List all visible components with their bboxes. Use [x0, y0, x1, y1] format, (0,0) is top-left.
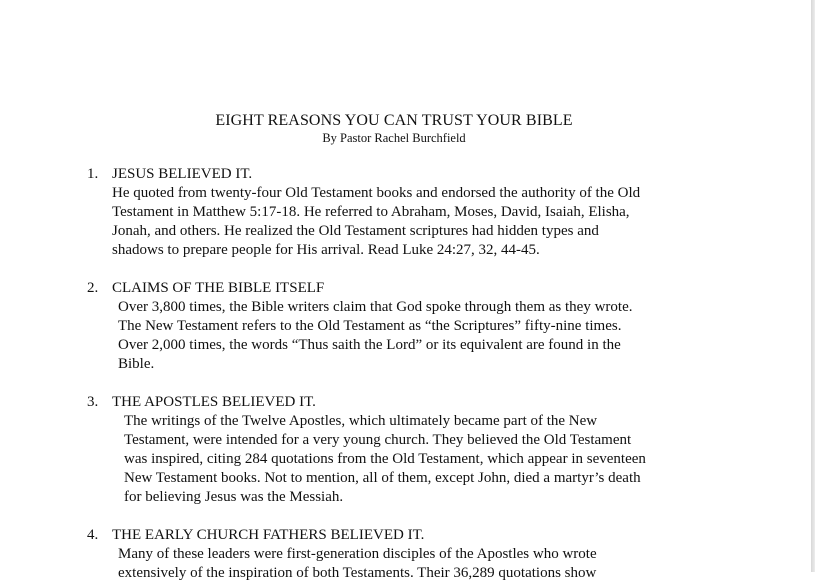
- document-byline: By Pastor Rachel Burchfield: [322, 131, 466, 145]
- body-line: The New Testament refers to the Old Testament as “the Scriptures” fifty-nine times.: [118, 318, 622, 334]
- body-line: Over 3,800 times, the Bible writers claim that God spoke through them as they wrote.: [118, 299, 633, 315]
- section-body: [124, 412, 646, 507]
- body-line: shadows to prepare people for His arrival. Read Luke 24:27, 32, 44-45.: [112, 242, 540, 258]
- body-line: Bible.: [118, 356, 155, 372]
- section-body: [112, 184, 640, 260]
- body-line: The writings of the Twelve Apostles, which ultimately became part of the New: [124, 413, 598, 429]
- body-line: Jonah, and others. He realized the Old Testament scriptures had hidden types and: [112, 223, 599, 239]
- body-line: New Testament books. Not to mention, all of them, except John, died a martyr’s death: [124, 470, 641, 486]
- section-heading: THE EARLY CHURCH FATHERS BELIEVED IT.: [112, 527, 425, 543]
- section-number: 2.: [87, 280, 99, 296]
- body-line: Testament in Matthew 5:17-18. He referred to Abraham, Moses, David, Isaiah, Elisha,: [112, 204, 630, 220]
- page-edge: [811, 0, 815, 572]
- section-number: 1.: [87, 166, 99, 182]
- body-line: Over 2,000 times, the words “Thus saith the Lord” or its equivalent are found in the: [118, 337, 621, 353]
- section-number: 3.: [87, 394, 99, 410]
- body-line: Testament, were intended for a very young church. They believed the Old Testament: [124, 432, 632, 448]
- section-body: [118, 298, 632, 374]
- section-heading: JESUS BELIEVED IT.: [112, 166, 253, 182]
- body-line: for believing Jesus was the Messiah.: [124, 489, 344, 505]
- section-number: 4.: [87, 527, 99, 543]
- body-line: was inspired, citing 284 quotations from the Old Testament, which appear in seventeen: [124, 451, 646, 467]
- document-title: EIGHT REASONS YOU CAN TRUST YOUR BIBLE: [215, 112, 573, 129]
- body-line: He quoted from twenty-four Old Testament books and endorsed the authority of the Old: [112, 185, 641, 201]
- section-heading: THE APOSTLES BELIEVED IT.: [112, 394, 316, 410]
- section-heading: CLAIMS OF THE BIBLE ITSELF: [112, 280, 325, 296]
- body-line: Many of these leaders were first-generation disciples of the Apostles who wrote: [118, 546, 597, 562]
- section-body: [118, 545, 597, 583]
- body-line: extensively of the inspiration of both Testaments. Their 36,289 quotations show: [118, 565, 597, 581]
